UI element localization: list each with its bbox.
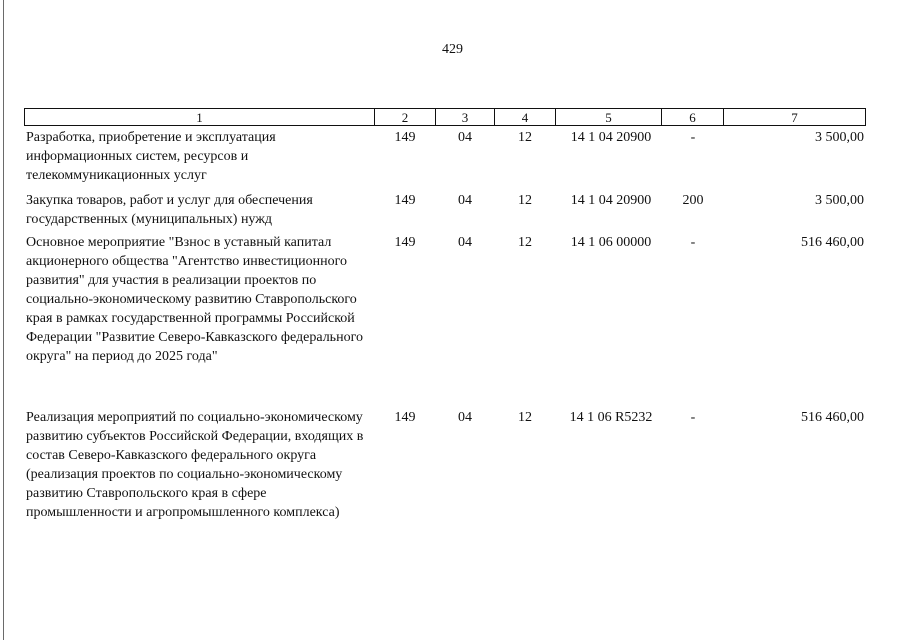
header-col-2: 2 bbox=[374, 108, 435, 126]
row-section: 04 bbox=[458, 235, 472, 250]
row-code-ministry: 149 bbox=[394, 235, 416, 250]
row-amount: 3 500,00 bbox=[815, 193, 864, 208]
row-expense-type: - bbox=[690, 130, 696, 145]
row-expense-type: - bbox=[690, 410, 696, 425]
header-col-7: 7 bbox=[723, 108, 866, 126]
row-expense-type: - bbox=[690, 235, 696, 250]
row-section: 04 bbox=[458, 130, 472, 145]
header-col-1: 1 bbox=[24, 108, 374, 126]
row-name: Закупка товаров, работ и услуг для обеспечения государственных (муниципальных) нужд bbox=[26, 193, 313, 227]
row-subsection: 12 bbox=[518, 193, 532, 208]
row-subsection: 12 bbox=[518, 235, 532, 250]
row-expense-type: 200 bbox=[682, 193, 704, 208]
header-col-6: 6 bbox=[661, 108, 723, 126]
page-number: 429 bbox=[442, 42, 463, 57]
row-amount: 3 500,00 bbox=[815, 130, 864, 145]
table-header-row bbox=[24, 108, 866, 126]
row-subsection: 12 bbox=[518, 410, 532, 425]
row-section: 04 bbox=[458, 193, 472, 208]
header-col-5: 5 bbox=[555, 108, 661, 126]
row-target-article: 14 1 04 20900 bbox=[570, 193, 652, 208]
row-amount: 516 460,00 bbox=[801, 235, 864, 250]
row-target-article: 14 1 04 20900 bbox=[570, 130, 652, 145]
row-subsection: 12 bbox=[518, 130, 532, 145]
row-target-article: 14 1 06 00000 bbox=[570, 235, 652, 250]
row-code-ministry: 149 bbox=[394, 410, 416, 425]
row-amount: 516 460,00 bbox=[801, 410, 864, 425]
row-code-ministry: 149 bbox=[394, 130, 416, 145]
header-col-4: 4 bbox=[494, 108, 555, 126]
page-left-edge-line bbox=[3, 0, 4, 640]
row-section: 04 bbox=[458, 410, 472, 425]
header-col-3: 3 bbox=[435, 108, 494, 126]
row-name: Разработка, приобретение и эксплуатация информационных систем, ресурсов и телекоммуникационных услуг bbox=[26, 130, 276, 183]
row-name: Реализация мероприятий по социально-экономическому развитию субъектов Российской Федерации, входящих в состав Северо-Кавказского федерального округа (реализация проектов по социально-экономическому развитию Ставропольского края в сфере промышленности и агропромышленного комплекса) bbox=[26, 410, 364, 520]
row-code-ministry: 149 bbox=[394, 193, 416, 208]
row-target-article: 14 1 06 R5232 bbox=[569, 410, 653, 425]
row-name: Основное мероприятие "Взнос в уставный капитал акционерного общества "Агентство инвестиционного развития" для участия в реализации проектов по социально-экономическому развитию Ставропольского края в рамках государственной программы Российской Федерации "Развитие Северо-Кавказского федерального округа" на период до 2025 года" bbox=[26, 235, 363, 364]
